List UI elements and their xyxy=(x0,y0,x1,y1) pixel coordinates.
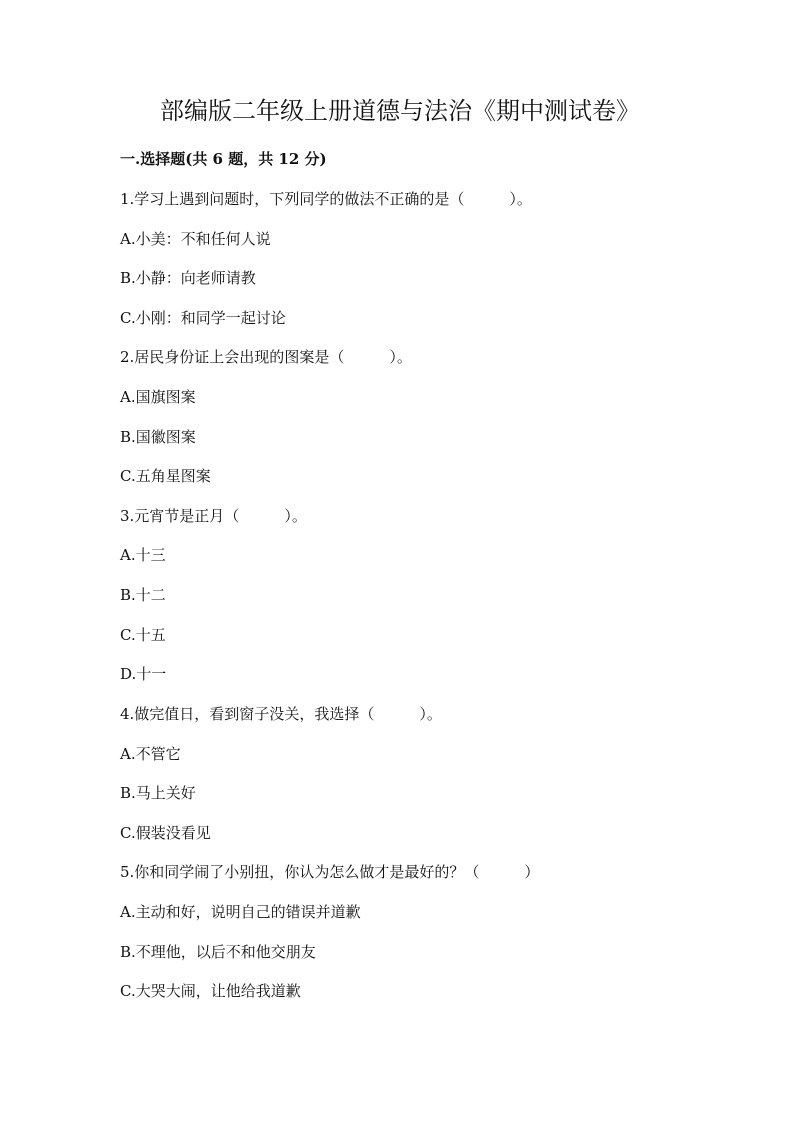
question-5-option-b: B.不理他，以后不和他交朋友 xyxy=(120,943,316,961)
question-2-option-b: B.国徽图案 xyxy=(120,428,196,446)
question-2-stem: 2.居民身份证上会出现的图案是（ ）。 xyxy=(120,348,412,366)
question-1-stem: 1.学习上遇到问题时，下列同学的做法不正确的是（ ）。 xyxy=(120,190,532,208)
question-2-option-c: C.五角星图案 xyxy=(120,467,211,485)
question-4-option-b: B.马上关好 xyxy=(120,784,196,802)
section-heading: 一.选择题(共 6 题，共 12 分) xyxy=(120,150,327,168)
question-1-option-c: C.小刚：和同学一起讨论 xyxy=(120,309,286,327)
page-title: 部编版二年级上册道德与法治《期中测试卷》 xyxy=(160,97,640,125)
question-3-option-d: D.十一 xyxy=(120,665,167,683)
question-5-option-c: C.大哭大闹，让他给我道歉 xyxy=(120,982,301,1000)
question-4-stem: 4.做完值日，看到窗子没关，我选择（ ）。 xyxy=(120,705,442,723)
question-3-stem: 3.元宵节是正月（ ）。 xyxy=(120,507,307,525)
question-3-option-b: B.十二 xyxy=(120,586,166,604)
question-3-option-c: C.十五 xyxy=(120,626,166,644)
question-3-option-a: A.十三 xyxy=(120,546,166,564)
question-1-option-b: B.小静：向老师请教 xyxy=(120,269,256,287)
question-4-option-a: A.不管它 xyxy=(120,745,181,763)
question-4-option-c: C.假装没看见 xyxy=(120,824,211,842)
question-5-stem: 5.你和同学闹了小别扭，你认为怎么做才是最好的？（ ） xyxy=(120,863,540,881)
question-5-option-a: A.主动和好，说明自己的错误并道歉 xyxy=(120,903,361,921)
question-1-option-a: A.小美：不和任何人说 xyxy=(120,230,271,248)
question-2-option-a: A.国旗图案 xyxy=(120,388,196,406)
